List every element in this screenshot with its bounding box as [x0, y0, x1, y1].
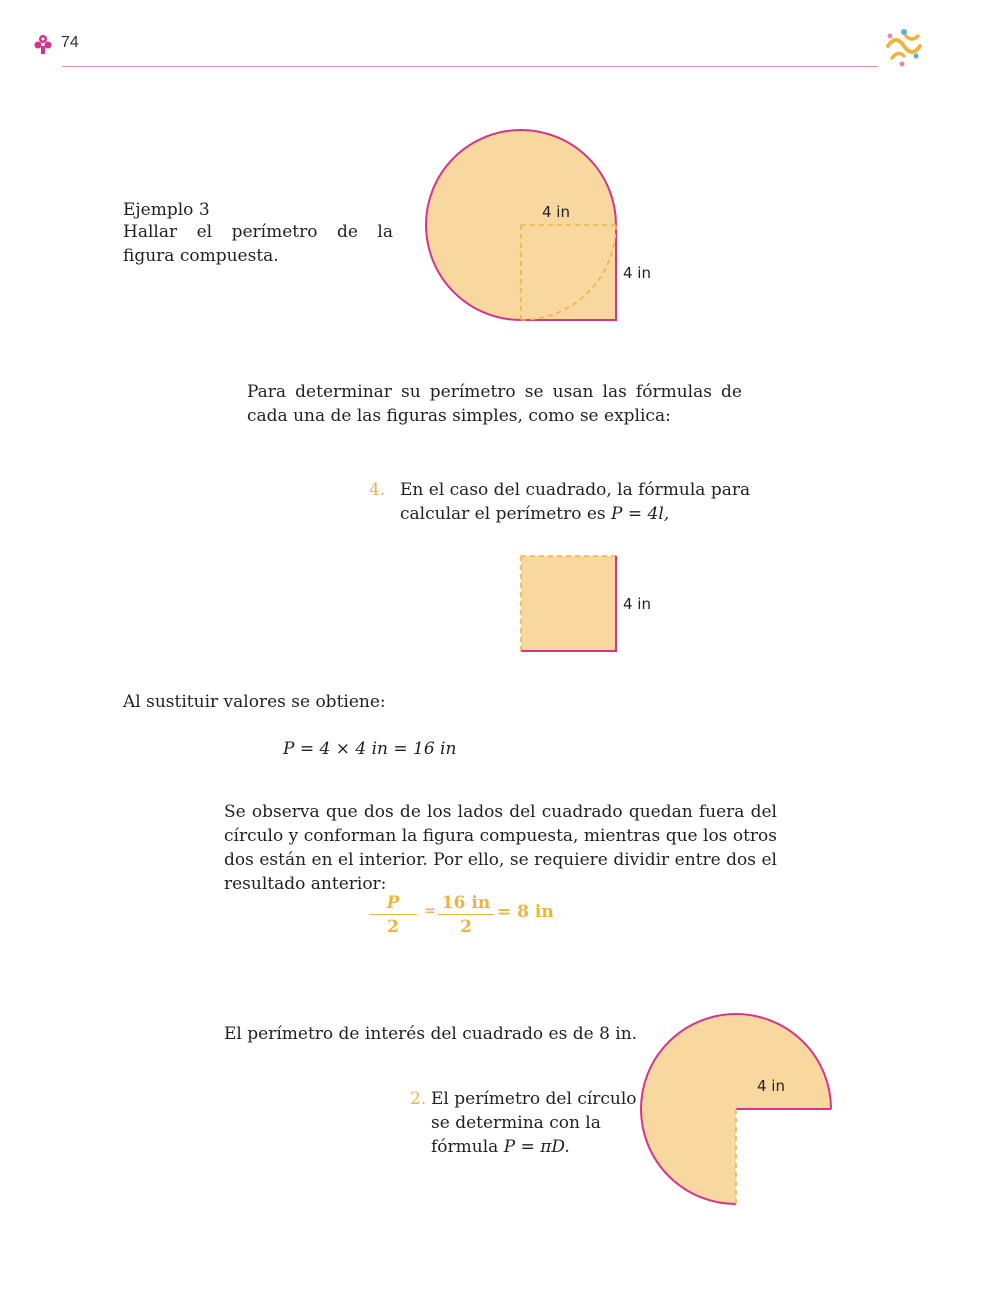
- example-text: Hallar el perímetro de la figura compuesta.: [123, 222, 393, 266]
- circle-figure: [630, 1005, 845, 1215]
- step2-line3: [431, 1135, 637, 1159]
- fraction-result: = 8 in: [497, 902, 554, 922]
- header-logo-right: [882, 26, 926, 70]
- equation: [283, 737, 456, 761]
- step2-text: [431, 1087, 637, 1159]
- fraction-eq1: =: [424, 903, 436, 919]
- fraction-right-den: 2: [438, 914, 494, 939]
- step4-text: [400, 478, 780, 526]
- step4-sentence: En el caso del cuadrado, la fórmula para calcular el perímetro es: [400, 480, 751, 524]
- square-figure: [515, 550, 675, 660]
- step2-line1: El perímetro del círculo: [431, 1089, 637, 1109]
- step2-number: 2.: [410, 1089, 427, 1109]
- fraction-left-den: 2: [369, 914, 417, 939]
- header-logo-left: [33, 33, 53, 55]
- fraction-left-num: P: [386, 893, 400, 913]
- intro-paragraph: Para determinar su perímetro se usan las fórmulas de cada una de las figuras simples, como se explica:: [247, 382, 742, 426]
- figure1-top-label: 4 in: [542, 203, 570, 221]
- step2-line3-text: fórmula: [431, 1137, 504, 1157]
- header-rule: [62, 66, 878, 67]
- fraction-right-num: 16 in: [441, 893, 491, 913]
- fraction-left: [369, 892, 417, 939]
- sun-logo-icon: [882, 26, 926, 70]
- composite-figure: [420, 125, 670, 330]
- ornament-icon: [33, 33, 53, 55]
- figure2-side-label: 4 in: [623, 595, 651, 613]
- step4-formula: P = 4l,: [611, 504, 670, 524]
- example-title: Ejemplo 3: [123, 200, 210, 220]
- observation-paragraph: Se observa que dos de los lados del cuadrado quedan fuera del círculo y conforman la figura compuesta, mientras que los otros dos están en el interior. Por ello, se requiere dividir entre dos el resultado anterior:: [224, 802, 777, 894]
- step2-line2: se determina con la: [431, 1113, 601, 1133]
- step4-number: 4.: [369, 480, 386, 500]
- substitute-text: Al sustituir valores se obtiene:: [123, 692, 386, 712]
- step2-formula: P = πD.: [503, 1137, 570, 1157]
- figure1-side-label: 4 in: [623, 264, 651, 282]
- fraction-right: [438, 892, 494, 939]
- page-number: 74: [61, 34, 79, 51]
- conclusion-text: El perímetro de interés del cuadrado es de 8 in.: [224, 1024, 638, 1044]
- figure3-label: 4 in: [757, 1077, 785, 1095]
- equation-text: P = 4 × 4 in = 16 in: [283, 739, 457, 759]
